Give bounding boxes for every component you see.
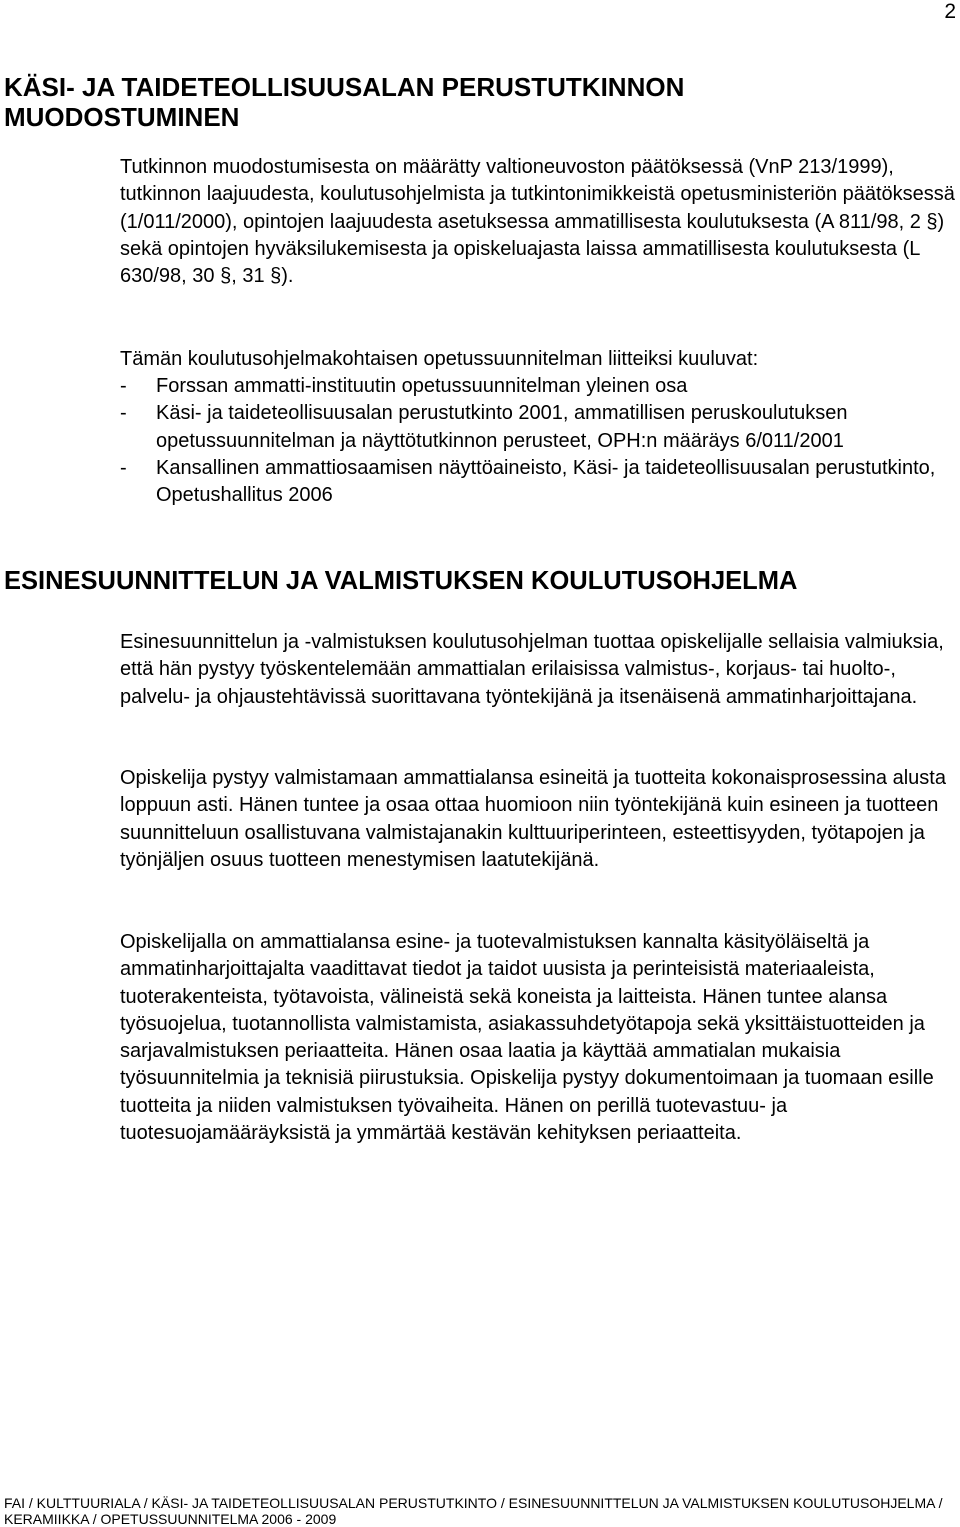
list-item bbox=[120, 373, 956, 400]
list-item bbox=[120, 455, 956, 510]
paragraph-knowledge: Opiskelijalla on ammattialansa esine- ja tuotevalmistuksen kannalta käsityöläiseltä ja ammatinharjoittajalta vaadittavat tiedot ja taidot uusista ja perinteisistä materiaaleista, tuoterakenteista, työtavoista, välineistä sekä koneista ja laitteista. Hänen tuntee alansa työsuojelua, tuotannollista valmistamista, asiakassuhdetyötapoja sekä yksittäistuotteiden ja sarjavalmistuksen periaatteita. Hänen osaa laatia ja käyttää ammatialan mukaisia työsuunnitelmia ja teknisiä piirustuksia. Opiskelija pystyy dokumentoimaan ja tuomaan esille tuotteita ja niiden valmistuksen työvaiheita. Hänen on perillä tuotevastuu- ja tuotesuojamääräyksistä ja ymmärtää kestävän kehityksen periaatteita. bbox=[120, 931, 934, 1145]
appendix-intro: Tämän koulutusohjelmakohtaisen opetussuunnitelman liitteiksi kuuluvat: bbox=[120, 348, 759, 370]
list-item-text: Forssan ammatti-instituutin opetussuunnitelman yleinen osa bbox=[156, 375, 688, 397]
list-item bbox=[120, 400, 956, 455]
paragraph-skills: Esinesuunnittelun ja -valmistuksen koulutusohjelman tuottaa opiskelijalle sellaisia valmiuksia, että hän pystyy työskentelemään ammattialan erilaisissa valmistus-, korjaus- tai huolto-, palvelu- ja ohjaustehtävissä suorittavana työntekijänä ja itsenäisenä ammatinharjoittajana. bbox=[120, 631, 944, 708]
page-footer: FAI / KULTTUURIALA / KÄSI- JA TAIDETEOLLISUUSALAN PERUSTUTKINTO / ESINESUUNNITTELUN JA VALMISTUKSEN KOULUTUSOHJELMA / KERAMIIKKA / OPETUSSUUNNITELMA 2006 - 2009 bbox=[4, 1495, 943, 1527]
section-heading-programme: ESINESUUNNITTELUN JA VALMISTUKSEN KOULUTUSOHJELMA bbox=[4, 567, 798, 595]
section-heading-degree-structure: KÄSI- JA TAIDETEOLLISUUSALAN PERUSTUTKINNON MUODOSTUMINEN bbox=[4, 72, 685, 132]
page-number: 2 bbox=[944, 0, 956, 23]
list-item-text: Käsi- ja taideteollisuusalan perustutkinto 2001, ammatillisen peruskoulutuksen opetussuunnitelman ja näyttötutkinnon perusteet, OPH:n määräys 6/011/2001 bbox=[156, 402, 848, 452]
dash-bullet: - bbox=[120, 456, 127, 479]
dash-bullet: - bbox=[120, 402, 127, 425]
dash-bullet: - bbox=[120, 375, 127, 397]
intro-paragraph: Tutkinnon muodostumisesta on määrätty valtioneuvoston päätöksessä (VnP 213/1999), tutkinnon laajuudesta, koulutusohjelmista ja tutkintonimikkeistä opetusministeriön päätöksessä (1/011/2000), opintojen laajuudesta asetuksessa ammatillisesta koulutuksesta (A 811/98, 2 §) sekä opintojen hyväksilukemisesta ja opiskeluajasta laissa ammatillisesta koulutuksesta (L 630/98, 30 §, 31 §). bbox=[120, 156, 955, 288]
list-item-text: Kansallinen ammattiosaamisen näyttöaineisto, Käsi- ja taideteollisuusalan perustutkinto, Opetushallitus 2006 bbox=[156, 456, 936, 507]
appendix-list bbox=[120, 373, 956, 509]
paragraph-process: Opiskelija pystyy valmistamaan ammattialansa esineitä ja tuotteita kokonaisprosessina alusta loppuun asti. Hänen tuntee ja osaa ottaa huomioon niin työntekijänä kuin esineen ja tuotteen suunnitteluun osallistuvana valmistajanakin kulttuuriperinteen, esteettisyyden, työtapojen ja työnjäljen osuus tuotteen menestymisen laatutekijänä. bbox=[120, 767, 946, 871]
